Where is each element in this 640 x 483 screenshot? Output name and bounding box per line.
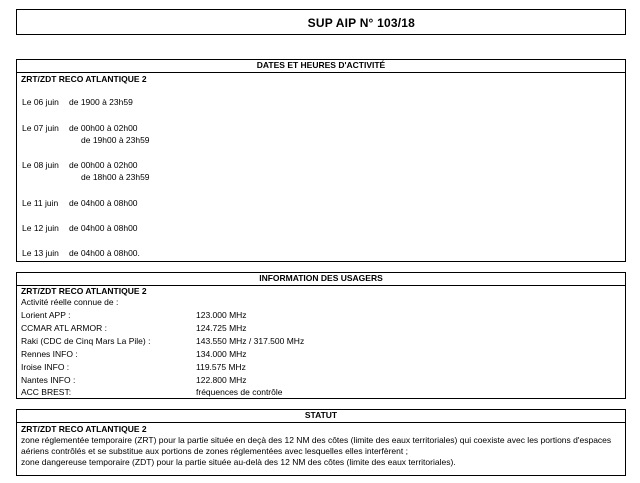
frequency-value: 119.575 MHz	[196, 362, 246, 372]
statut-section	[16, 409, 626, 476]
frequency-row	[21, 349, 247, 360]
frequency-label: CCMAR ATL ARMOR :	[21, 323, 107, 333]
frequency-label: Raki (CDC de Cinq Mars La Pile) :	[21, 336, 151, 346]
date-time: de 04h00 à 08h00	[69, 223, 138, 233]
dates-zone-title: ZRT/ZDT RECO ATLANTIQUE 2	[21, 74, 147, 84]
statut-zone-title: ZRT/ZDT RECO ATLANTIQUE 2	[21, 424, 147, 434]
date-day: Le 12 juin	[22, 223, 59, 233]
dates-header: DATES ET HEURES D'ACTIVITÉ	[17, 60, 625, 73]
info-header: INFORMATION DES USAGERS	[17, 273, 625, 286]
document-title: SUP AIP N° 103/18	[307, 16, 415, 30]
frequency-value: 123.000 MHz	[196, 310, 247, 320]
frequency-row	[21, 336, 305, 347]
date-entry	[22, 122, 138, 134]
date-day: Le 08 juin	[22, 160, 59, 170]
frequency-value: 124.725 MHz	[196, 323, 247, 333]
date-day: Le 06 juin	[22, 97, 59, 107]
statut-paragraph: zone dangereuse temporaire (ZDT) pour la partie située au-delà des 12 NM des côtes (limite des eaux territoriales).	[21, 457, 456, 467]
frequency-label: Iroise INFO :	[21, 362, 70, 372]
statut-header: STATUT	[17, 410, 625, 423]
dates-section	[16, 59, 626, 262]
frequency-row	[21, 362, 246, 373]
date-time: de 00h00 à 02h00	[69, 160, 138, 170]
frequency-row	[21, 310, 247, 321]
date-entry	[22, 247, 140, 259]
date-time: de 04h00 à 08h00.	[69, 248, 140, 258]
frequency-value: 143.550 MHz / 317.500 MHz	[196, 336, 305, 346]
document-title-box	[16, 9, 626, 35]
frequency-value: 134.000 MHz	[196, 349, 247, 359]
frequency-row	[21, 387, 283, 398]
date-entry	[22, 159, 138, 171]
info-zone-title: ZRT/ZDT RECO ATLANTIQUE 2	[21, 286, 147, 296]
date-time: de 19h00 à 23h59	[81, 135, 150, 145]
date-day: Le 11 juin	[22, 198, 59, 208]
date-time: de 1900 à 23h59	[69, 97, 133, 107]
frequency-row	[21, 375, 247, 386]
frequency-label: Rennes INFO :	[21, 349, 78, 359]
date-entry	[22, 222, 138, 234]
date-time: de 18h00 à 23h59	[81, 172, 150, 182]
frequency-value: 122.800 MHz	[196, 375, 247, 385]
frequency-label: Nantes INFO :	[21, 375, 76, 385]
frequency-label: ACC BREST:	[21, 387, 72, 397]
date-day: Le 07 juin	[22, 123, 59, 133]
date-entry	[22, 197, 138, 209]
statut-paragraph: zone réglementée temporaire (ZRT) pour la partie située en deçà des 12 NM des côtes (limite des eaux territoriales) qui coexiste avec les portions d'espaces aériens contrôlés et se substitue aux portions de zones réglementées avec lesquelles elles interfèrent ;	[21, 435, 612, 456]
frequency-label: Lorient APP :	[21, 310, 71, 320]
date-entry	[22, 96, 133, 108]
info-section	[16, 272, 626, 399]
frequency-value: fréquences de contrôle	[196, 387, 283, 397]
date-day: Le 13 juin	[22, 248, 59, 258]
info-intro: Activité réelle connue de :	[21, 297, 119, 307]
date-time: de 00h00 à 02h00	[69, 123, 138, 133]
frequency-row	[21, 323, 247, 334]
date-time: de 04h00 à 08h00	[69, 198, 138, 208]
